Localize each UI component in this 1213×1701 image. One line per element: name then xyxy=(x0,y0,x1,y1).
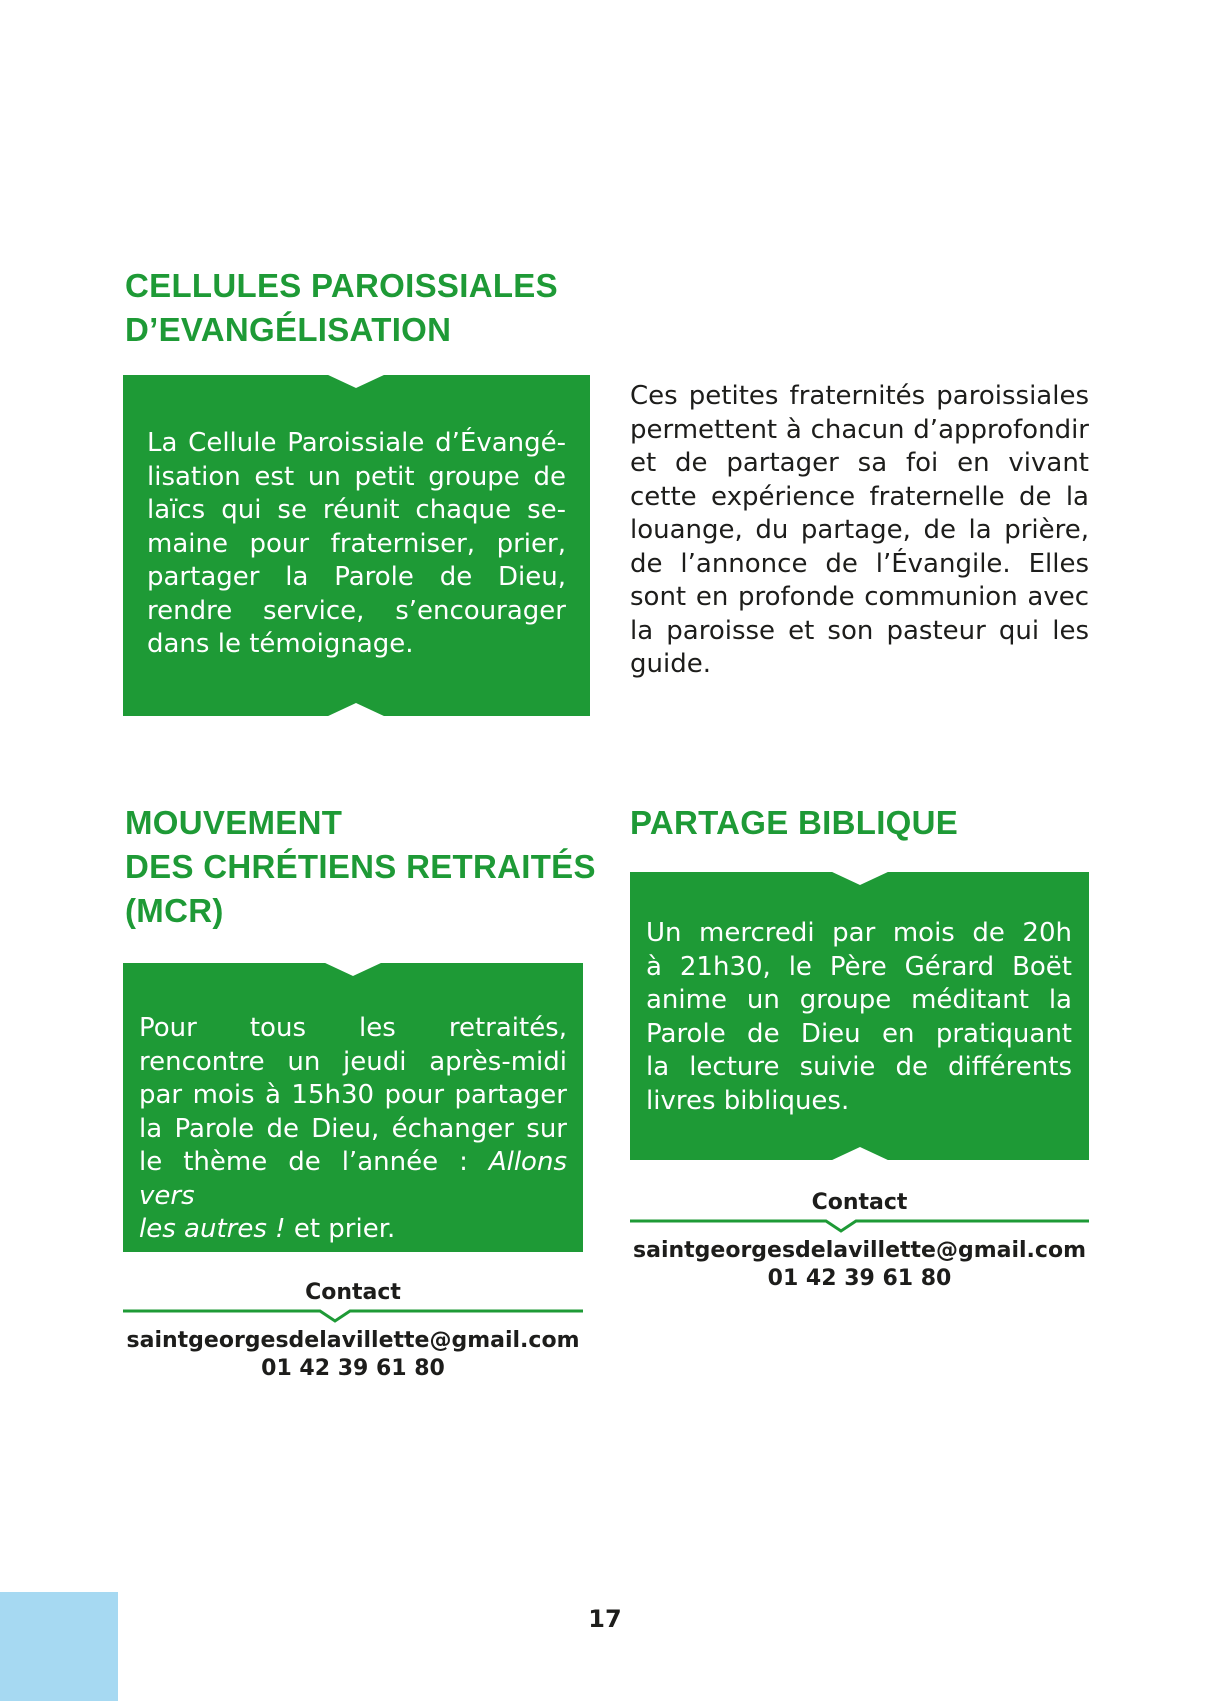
partage-heading-line-1: PARTAGE BIBLIQUE xyxy=(630,804,959,841)
mcr-box-line-mixed xyxy=(139,1146,567,1213)
cellules-side-line: et de partager sa foi en vivant xyxy=(630,448,1089,478)
mcr-box xyxy=(123,963,583,1252)
mcr-box-line: la Parole de Dieu, échanger sur xyxy=(139,1113,567,1144)
mcr-box-tail: et prier. xyxy=(293,1214,396,1244)
contact-phone: 01 42 39 61 80 xyxy=(261,1356,445,1381)
cellules-heading-line-2: D’EVANGÉLISATION xyxy=(125,311,452,348)
cellules-side-line: louange, du partage, de la prière, xyxy=(630,515,1089,545)
cellules-side-line: cette expérience fraternelle de la xyxy=(630,481,1089,512)
page-number: 17 xyxy=(588,1605,622,1633)
cellules-box-line: laïcs qui se réunit chaque se- xyxy=(147,495,566,525)
partage-box-line: anime un groupe méditant la xyxy=(646,985,1072,1015)
mcr-box-line: Pour tous les retraités, xyxy=(139,1013,567,1043)
box-notch-top xyxy=(323,962,383,976)
mcr-heading-line-3: (MCR) xyxy=(125,892,224,929)
partage-box-line: la lecture suivie de différents xyxy=(646,1052,1072,1082)
cellules-box-line: lisation est un petit groupe de xyxy=(147,461,566,492)
mcr-heading-line-2: DES CHRÉTIENS RETRAITÉS xyxy=(125,848,596,885)
box-notch-bottom xyxy=(830,1147,890,1161)
partage-box xyxy=(630,872,1089,1160)
contact-email[interactable]: saintgeorgesdelavillette@gmail.com xyxy=(633,1238,1086,1263)
partage-box-line: livres bibliques. xyxy=(646,1085,850,1116)
cellules-side-line: la paroisse et son pasteur qui les xyxy=(630,615,1089,646)
mcr-box-italic: les autres ! xyxy=(139,1214,286,1244)
cellules-side-text xyxy=(630,380,1089,682)
contact-label: Contact xyxy=(811,1190,908,1215)
cellules-box-line: maine pour fraterniser, prier, xyxy=(147,528,566,559)
cellules-box-line: partager la Parole de Dieu, xyxy=(147,562,566,592)
contact-rule-line xyxy=(123,1309,583,1323)
mcr-heading-line-1: MOUVEMENT xyxy=(125,804,343,841)
mcr-box-line-mixed xyxy=(139,1213,567,1247)
contact-rule xyxy=(630,1219,1089,1233)
mcr-contact xyxy=(123,1277,583,1383)
partage-box-text xyxy=(646,917,1072,1118)
mcr-box-line: le thème de l’année : xyxy=(139,1147,468,1177)
mcr-box-italic: Allons vers xyxy=(139,1147,567,1211)
cellules-heading xyxy=(125,264,558,352)
cellules-heading-line-1: CELLULES PAROISSIALES xyxy=(125,267,558,304)
cellules-box-text xyxy=(147,427,566,662)
contact-rule-line xyxy=(630,1219,1089,1233)
mcr-box-text xyxy=(139,1012,567,1247)
partage-box-line: Parole de Dieu en pratiquant xyxy=(646,1018,1072,1049)
corner-tab xyxy=(0,1592,118,1701)
cellules-box-line: dans le témoignage. xyxy=(147,629,414,659)
contact-label: Contact xyxy=(305,1280,401,1305)
box-notch-top xyxy=(830,871,890,885)
contact-email[interactable]: saintgeorgesdelavillette@gmail.com xyxy=(126,1328,580,1353)
cellules-box-line: La Cellule Paroissiale d’Évangé- xyxy=(147,428,566,458)
cellules-side-line: guide. xyxy=(630,649,711,679)
cellules-side-line: de l’annonce de l’Évangile. Elles xyxy=(630,548,1089,579)
mcr-heading xyxy=(125,801,596,933)
contact-rule xyxy=(123,1309,583,1323)
cellules-side-line: sont en profonde communion avec xyxy=(630,582,1089,612)
partage-box-line: à 21h30, le Père Gérard Boët xyxy=(646,951,1072,982)
partage-contact xyxy=(630,1187,1089,1293)
box-notch-top xyxy=(326,374,386,388)
mcr-box-line: par mois à 15h30 pour partager xyxy=(139,1080,567,1110)
mcr-box-line: rencontre un jeudi après-midi xyxy=(139,1046,567,1077)
partage-box-line: Un mercredi par mois de 20h xyxy=(646,918,1072,948)
cellules-box-line: rendre service, s’encourager xyxy=(147,595,566,626)
contact-phone: 01 42 39 61 80 xyxy=(767,1266,952,1291)
cellules-side-line: permettent à chacun d’approfondir xyxy=(630,414,1089,445)
box-notch-bottom xyxy=(326,703,386,717)
cellules-side-line: Ces petites fraternités paroissiales xyxy=(630,381,1089,411)
cellules-box xyxy=(123,375,590,716)
partage-heading xyxy=(630,801,958,845)
